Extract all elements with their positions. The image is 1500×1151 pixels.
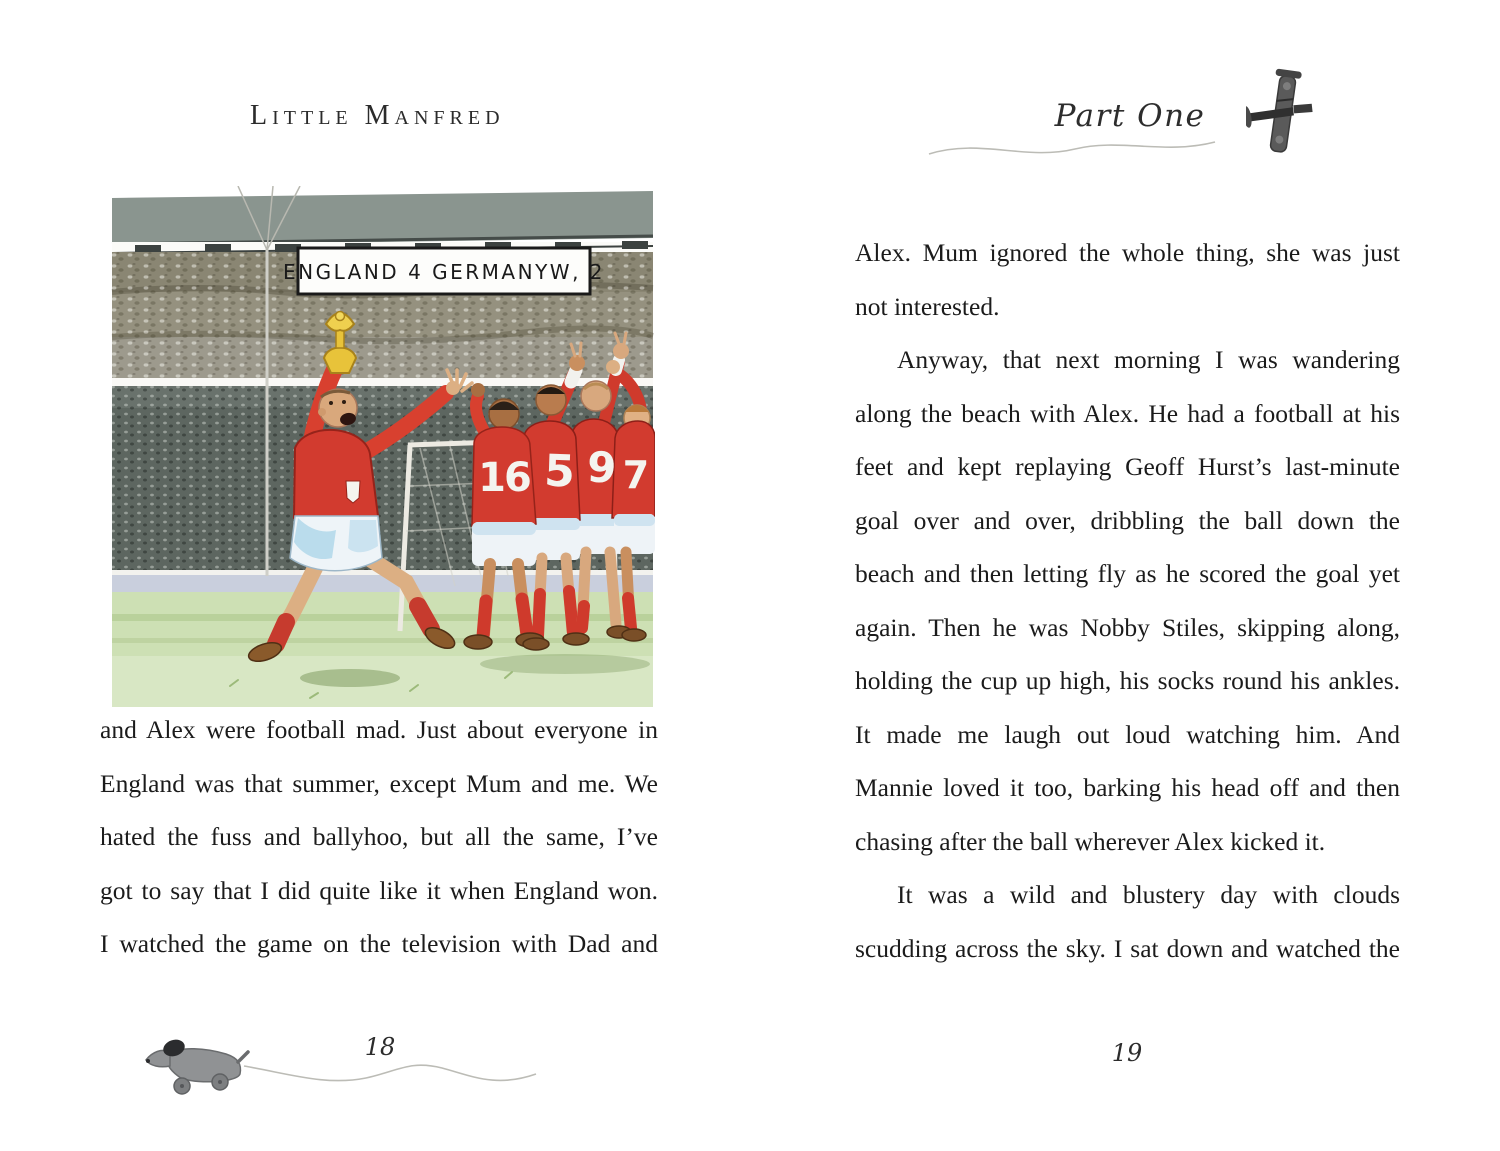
left-page-title: Little Manfred [250, 100, 505, 131]
text-line: It was a wild and blustery day with clouds [897, 880, 1400, 909]
biplane-illustration [1246, 68, 1320, 160]
text-line: again. Then he was Nobby Stiles, skipping along, [855, 612, 1400, 642]
left-page-text [100, 703, 658, 971]
text-line: hated the fuss and ballyhoo, but all the same, I’ve [100, 822, 658, 851]
scoreboard-text: ENGLAND 4 GERMANYW, 2 [282, 260, 606, 284]
header-wavy-line [925, 128, 1220, 168]
text-line: and Alex were football mad. Just about everyone in [100, 715, 658, 744]
pull-string [244, 1065, 536, 1080]
text-line: Alex. Mum ignored the whole thing, she was just [855, 238, 1400, 267]
text-line: not interested. [855, 291, 1000, 321]
text-line: holding the cup up high, his socks round his ankles. [855, 666, 1400, 695]
text-line: got to say that I did quite like it when England won. [100, 875, 658, 905]
part-title: Part One [1054, 98, 1206, 134]
world-cup-celebration-illustration [110, 186, 655, 709]
text-line: It made me laugh out loud watching him. And [855, 719, 1400, 749]
text-line: chasing after the ball wherever Alex kicked it. [855, 826, 1326, 856]
right-page-number: 19 [1111, 1039, 1143, 1067]
text-line: I watched the game on the television with Dad and [100, 929, 658, 958]
text-line: along the beach with Alex. He had a football at his [855, 398, 1400, 428]
right-page-text [855, 226, 1400, 975]
text-line: beach and then letting fly as he scored the goal yet [855, 559, 1400, 588]
text-line: Mannie loved it too, barking his head off and then [855, 773, 1400, 802]
text-line: England was that summer, except Mum and me. We [100, 768, 658, 798]
dachshund-toy [146, 1037, 248, 1094]
text-line: goal over and over, dribbling the ball down the [855, 505, 1400, 535]
scoreboard-sign [283, 248, 605, 294]
left-page-number: 18 [364, 1033, 396, 1061]
text-line: scudding across the sky. I sat down and watched the [855, 933, 1400, 963]
shirt-number-9: 9 [585, 442, 618, 493]
shirt-number-16: 16 [478, 455, 530, 501]
text-line: feet and kept replaying Geoff Hurst’s last-minute [855, 452, 1400, 481]
dachshund-toy-illustration [140, 1022, 540, 1107]
shirt-number-5: 5 [543, 445, 576, 498]
text-line: Anyway, that next morning I was wandering [897, 345, 1400, 374]
shirt-number-7: 7 [622, 453, 650, 497]
